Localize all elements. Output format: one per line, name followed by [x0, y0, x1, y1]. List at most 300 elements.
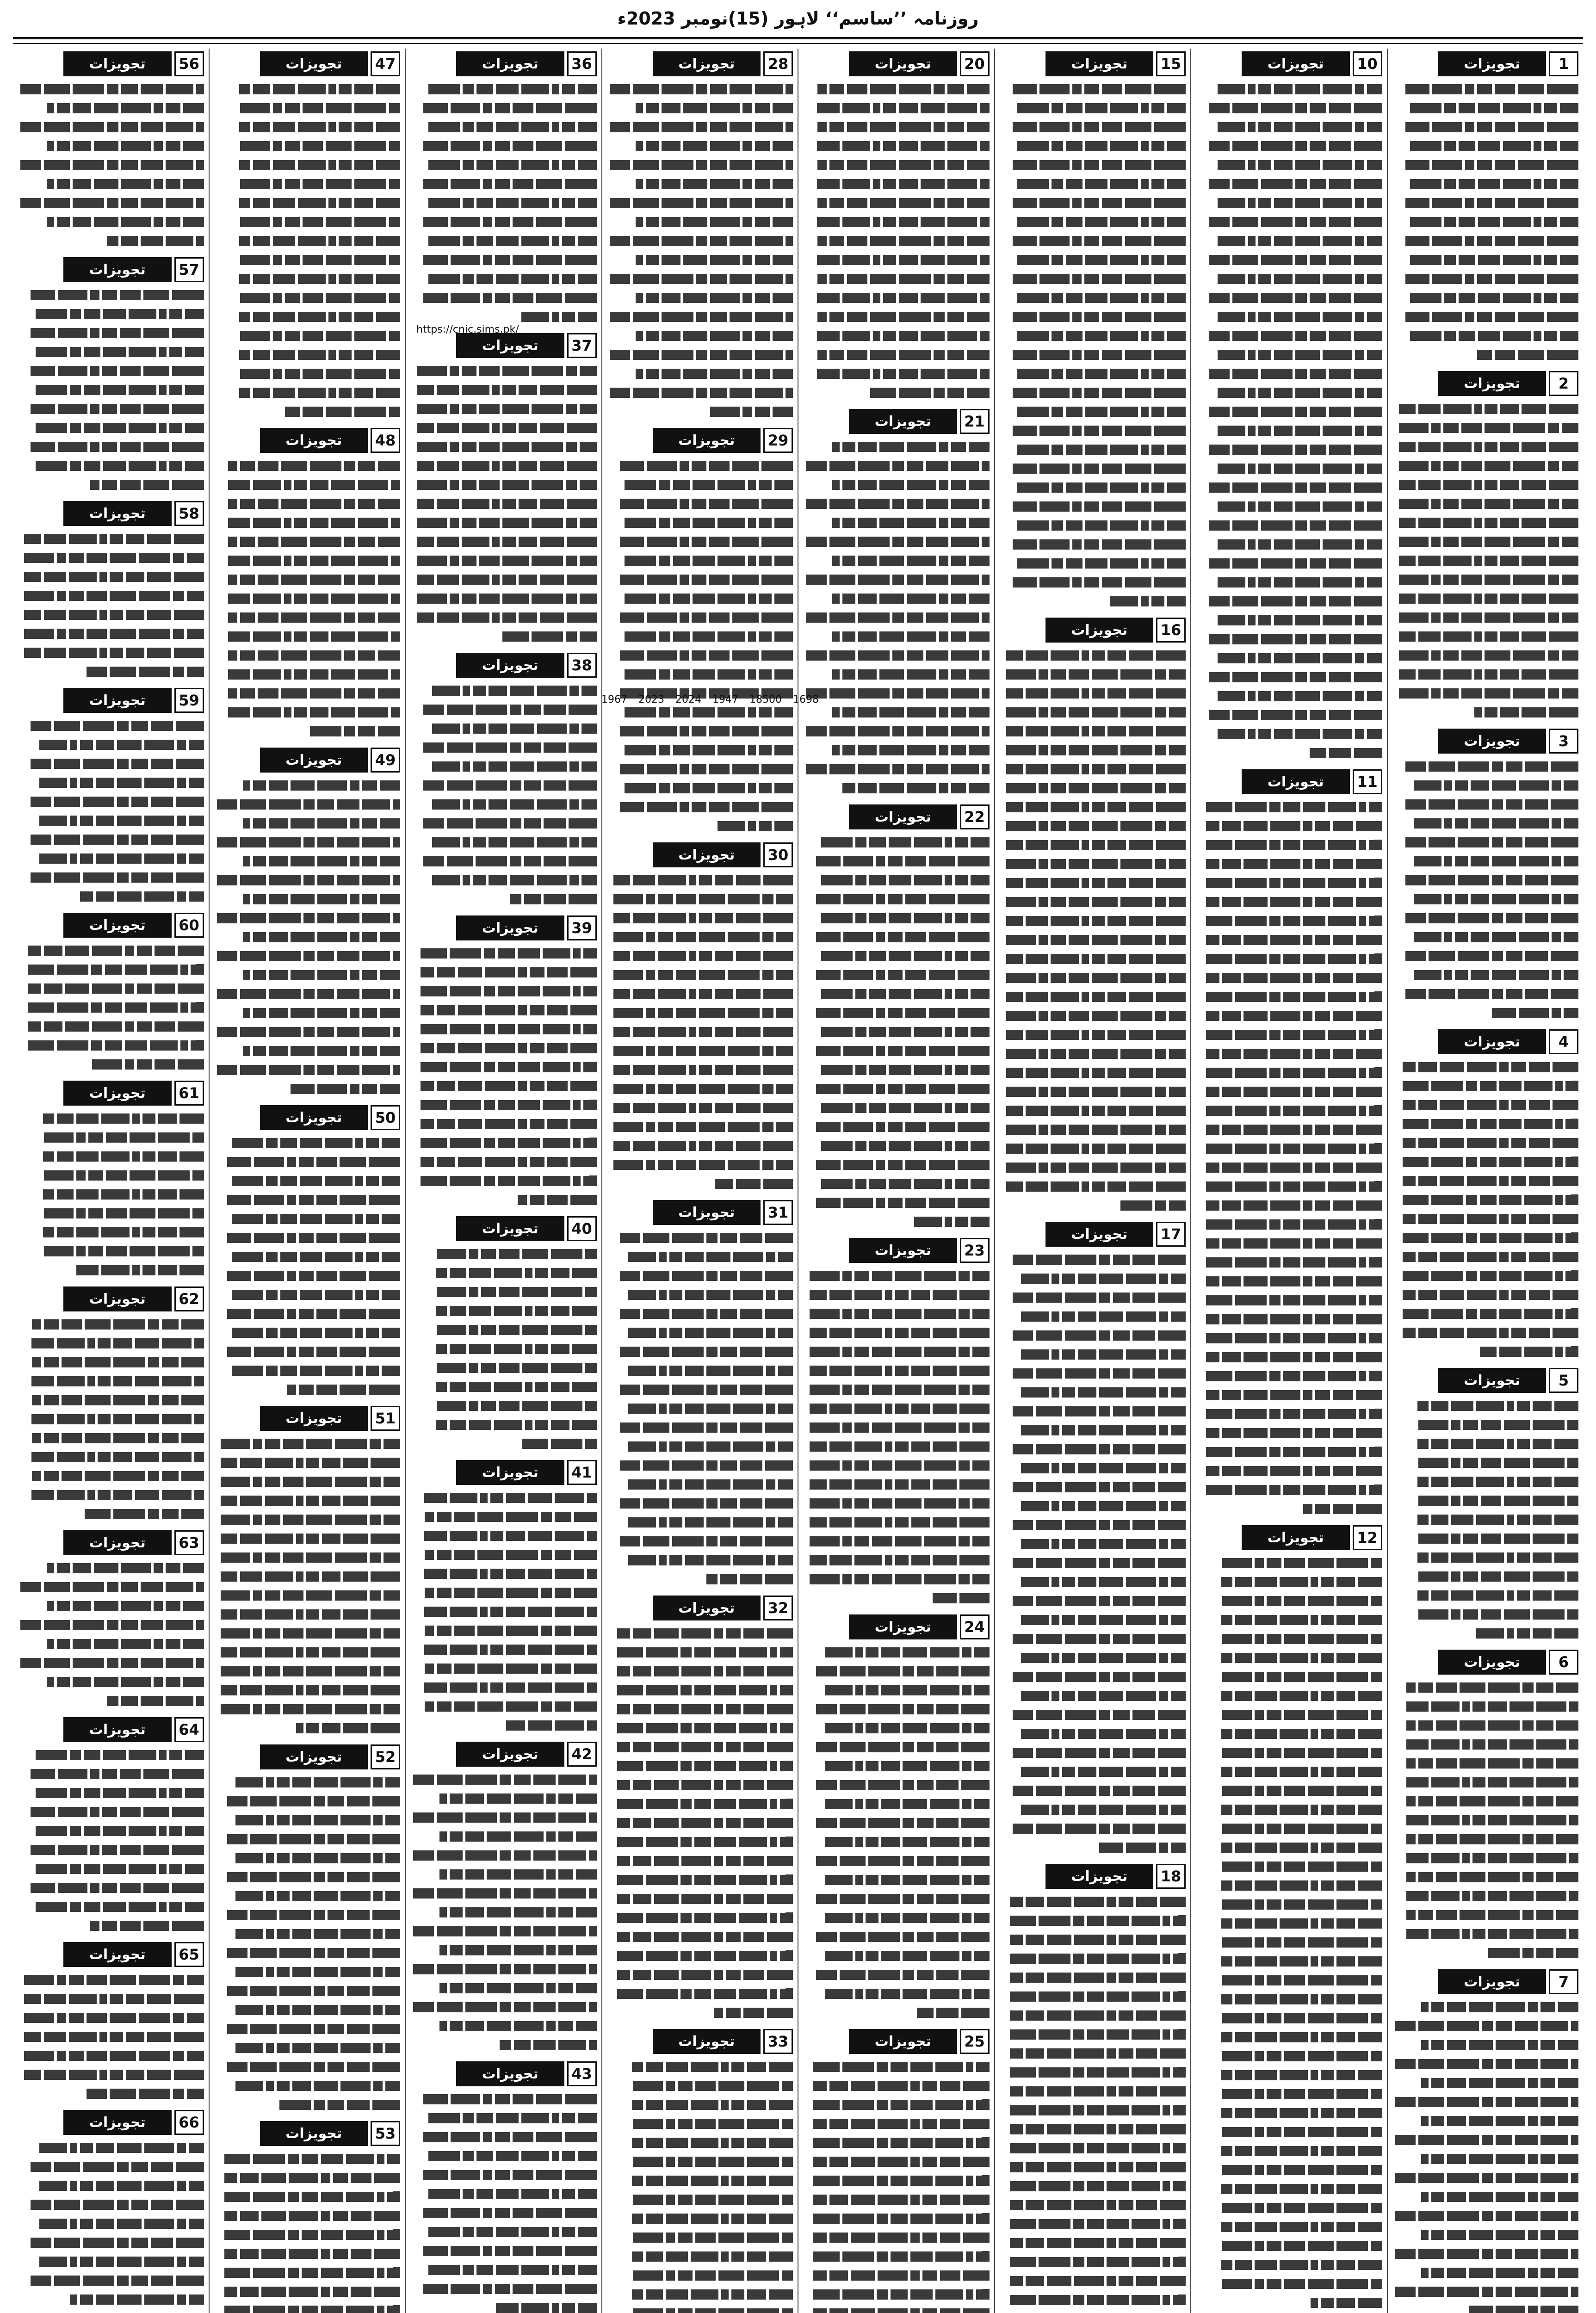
classified-item — [410, 1460, 597, 1735]
text-line — [410, 776, 597, 795]
text-line — [803, 2115, 990, 2134]
text-line — [214, 2207, 401, 2226]
text-line — [1392, 2112, 1579, 2131]
text-line — [1000, 2310, 1186, 2313]
text-line — [607, 402, 793, 421]
classified-item — [18, 1942, 204, 2103]
text-line — [410, 513, 597, 532]
text-line — [803, 365, 990, 383]
text-line — [1000, 1177, 1186, 1196]
item-number: 48 — [371, 428, 400, 453]
text-line — [1392, 871, 1579, 890]
item-label: تجویزات — [260, 2121, 368, 2146]
item-label: تجویزات — [1242, 769, 1349, 794]
text-line — [18, 1505, 204, 1524]
text-line — [214, 1380, 401, 1399]
text-line — [803, 1342, 990, 1361]
text-line — [18, 606, 204, 625]
text-line — [803, 2077, 990, 2096]
text-line — [1196, 1744, 1382, 1763]
text-line — [1000, 1649, 1186, 1668]
text-line — [1196, 383, 1382, 402]
text-line — [18, 868, 204, 887]
text-line — [1392, 1548, 1579, 1567]
text-line — [410, 2017, 597, 2036]
text-line — [1196, 687, 1382, 706]
item-number: 40 — [567, 1216, 597, 1241]
text-line — [803, 99, 990, 118]
item-header — [18, 501, 204, 526]
text-line — [1000, 2044, 1186, 2063]
text-line — [410, 681, 597, 700]
text-line — [214, 551, 401, 570]
text-line — [607, 1795, 793, 1814]
text-line — [1196, 874, 1382, 893]
text-line — [214, 985, 401, 1004]
text-line — [1196, 798, 1382, 817]
item-body-text — [410, 944, 597, 1210]
text-line — [214, 1529, 401, 1548]
text-line — [1196, 1045, 1382, 1064]
text-line — [803, 1023, 990, 1042]
text-line — [1196, 1838, 1382, 1857]
item-header — [410, 1460, 597, 1485]
text-line — [214, 232, 401, 251]
text-line — [410, 1565, 597, 1583]
text-line — [1196, 1196, 1382, 1215]
item-header — [607, 2029, 793, 2054]
text-line — [1196, 1120, 1382, 1139]
text-line — [1196, 1310, 1382, 1329]
classified-item — [410, 653, 597, 909]
item-label: تجویزات — [63, 1942, 171, 1967]
text-line — [18, 960, 204, 979]
text-line — [1000, 665, 1186, 684]
text-line — [1000, 2215, 1186, 2234]
text-line — [1196, 912, 1382, 931]
text-line — [214, 2188, 401, 2207]
text-line — [214, 1681, 401, 1700]
text-line — [1392, 495, 1579, 513]
classified-item — [18, 1286, 204, 1524]
classified-item — [18, 688, 204, 906]
text-line — [410, 1979, 597, 1998]
item-body-text — [1392, 400, 1579, 722]
text-line — [1392, 1830, 1579, 1849]
text-line — [803, 627, 990, 646]
masthead-date-line: روزنامہ ’’ساسم‘‘ لاہور (15)نومبر 2023ء — [617, 8, 979, 29]
text-line — [18, 1429, 204, 1448]
text-line — [214, 1605, 401, 1624]
text-line — [803, 1966, 990, 1985]
text-line — [1000, 1573, 1186, 1592]
text-line — [1000, 1345, 1186, 1364]
item-header — [803, 409, 990, 434]
text-line — [18, 476, 204, 495]
text-line — [1196, 2161, 1382, 2180]
classified-item — [607, 2029, 793, 2313]
text-line — [1196, 1367, 1382, 1386]
text-line — [803, 1099, 990, 1118]
text-line — [18, 792, 204, 811]
item-number: 63 — [174, 1530, 204, 1555]
text-line — [18, 1391, 204, 1410]
text-line — [1196, 649, 1382, 668]
text-line — [803, 1305, 990, 1323]
text-line — [607, 966, 793, 985]
item-body-text — [410, 362, 597, 646]
classified-item — [1000, 618, 1186, 1215]
text-line — [1000, 893, 1186, 912]
text-line — [803, 118, 990, 137]
item-label: تجویزات — [260, 51, 368, 76]
text-line — [803, 289, 990, 308]
item-number: 58 — [174, 501, 204, 526]
text-line — [410, 1397, 597, 1416]
text-line — [1196, 516, 1382, 535]
text-line — [1196, 535, 1382, 554]
item-label: تجویزات — [260, 748, 368, 773]
text-line — [607, 1494, 793, 1513]
item-label: تجویزات — [849, 1238, 957, 1263]
text-line — [18, 1017, 204, 1036]
text-line — [1196, 1481, 1382, 1500]
text-line — [410, 2185, 597, 2204]
text-line — [18, 1990, 204, 2009]
text-line — [18, 1822, 204, 1841]
text-line — [18, 1803, 204, 1822]
text-line — [1392, 99, 1579, 118]
text-line — [803, 1361, 990, 1380]
text-line — [1000, 327, 1186, 346]
item-label: تجویزات — [260, 1406, 368, 1431]
text-line — [18, 1765, 204, 1784]
text-line — [607, 1137, 793, 1156]
masthead — [13, 0, 1583, 39]
text-line — [803, 703, 990, 722]
text-line — [410, 608, 597, 627]
text-line — [1000, 817, 1186, 836]
item-body-text — [803, 80, 990, 402]
text-line — [803, 1719, 990, 1738]
item-body-text — [214, 1435, 401, 1738]
text-line — [607, 1852, 793, 1871]
item-header — [1000, 618, 1186, 643]
text-line — [410, 814, 597, 833]
text-line — [1196, 836, 1382, 855]
text-line — [410, 2280, 597, 2299]
text-line — [803, 213, 990, 232]
item-header — [607, 1596, 793, 1620]
text-line — [1392, 646, 1579, 665]
text-line — [607, 909, 793, 928]
text-line — [607, 2115, 793, 2134]
text-line — [1196, 2275, 1382, 2294]
text-line — [410, 1508, 597, 1527]
text-line — [1392, 2245, 1579, 2264]
text-line — [214, 2096, 401, 2115]
text-line — [18, 717, 204, 736]
classified-item — [214, 748, 401, 1099]
text-line — [18, 773, 204, 792]
text-line — [18, 1635, 204, 1654]
text-line — [607, 947, 793, 966]
item-body-text — [214, 1134, 401, 1399]
classified-item — [1196, 51, 1382, 763]
text-line — [18, 2066, 204, 2084]
item-number: 66 — [174, 2110, 204, 2135]
text-line — [1392, 438, 1579, 457]
text-line — [1000, 2006, 1186, 2025]
text-line — [214, 2245, 401, 2264]
item-label: تجویزات — [456, 653, 564, 678]
text-line — [18, 1410, 204, 1429]
item-body-text — [18, 286, 204, 495]
item-header — [214, 51, 401, 76]
text-line — [1196, 440, 1382, 459]
text-line — [410, 1960, 597, 1979]
text-line — [18, 2195, 204, 2214]
item-number: 59 — [174, 688, 204, 713]
text-line — [803, 1212, 990, 1231]
item-number: 4 — [1549, 1029, 1578, 1054]
text-line — [1392, 1735, 1579, 1754]
text-line — [803, 646, 990, 665]
item-label: تجویزات — [1438, 1368, 1546, 1393]
text-line — [214, 890, 401, 909]
classified-item — [410, 1742, 597, 2055]
text-line — [214, 684, 401, 703]
text-line — [410, 2128, 597, 2147]
text-line — [214, 1491, 401, 1510]
text-line — [607, 703, 793, 722]
text-line — [18, 2139, 204, 2158]
text-line — [803, 1947, 990, 1966]
text-line — [803, 2190, 990, 2209]
classified-item — [803, 804, 990, 1231]
classified-item — [18, 2110, 204, 2309]
text-line — [1196, 80, 1382, 99]
item-header — [410, 2061, 597, 2086]
text-line — [1000, 1288, 1186, 1307]
text-line — [1000, 950, 1186, 969]
text-line — [1392, 2131, 1579, 2150]
text-line — [803, 1061, 990, 1080]
item-number: 36 — [567, 51, 597, 76]
classified-item — [1000, 1222, 1186, 1857]
text-line — [1000, 383, 1186, 402]
text-line — [1392, 2169, 1579, 2188]
item-number: 51 — [371, 1406, 400, 1431]
text-line — [18, 1372, 204, 1391]
text-line — [1196, 270, 1382, 289]
text-line — [410, 362, 597, 381]
item-number: 62 — [174, 1286, 204, 1311]
text-line — [18, 1242, 204, 1261]
text-line — [410, 795, 597, 814]
text-line — [1392, 1342, 1579, 1361]
text-line — [1392, 346, 1579, 365]
item-header — [18, 51, 204, 76]
text-line — [410, 476, 597, 495]
text-line — [803, 1118, 990, 1137]
text-line — [214, 1510, 401, 1529]
text-line — [1392, 833, 1579, 852]
text-line — [1000, 346, 1186, 365]
text-line — [1000, 2272, 1186, 2291]
text-line — [1392, 1058, 1579, 1077]
item-number: 41 — [567, 1460, 597, 1485]
text-line — [214, 589, 401, 608]
text-line — [1196, 251, 1382, 270]
text-line — [410, 944, 597, 963]
text-line — [607, 1513, 793, 1532]
text-line — [410, 1489, 597, 1508]
text-line — [410, 1245, 597, 1264]
text-line — [1196, 1026, 1382, 1045]
text-line — [1196, 2180, 1382, 2199]
text-line — [803, 1890, 990, 1909]
text-line — [410, 99, 597, 118]
text-line — [1392, 1605, 1579, 1624]
text-line — [410, 738, 597, 757]
text-line — [214, 137, 401, 156]
text-line — [214, 1586, 401, 1605]
text-line — [1196, 1177, 1382, 1196]
item-number: 65 — [174, 1942, 204, 1967]
text-line — [18, 830, 204, 849]
text-line — [1000, 459, 1186, 478]
item-body-text — [607, 871, 793, 1194]
text-line — [1392, 1305, 1579, 1323]
text-line — [1000, 137, 1186, 156]
text-line — [607, 2247, 793, 2266]
text-line — [607, 817, 793, 836]
text-line — [1196, 137, 1382, 156]
text-line — [1000, 2063, 1186, 2082]
text-line — [1392, 1191, 1579, 1210]
text-line — [607, 1305, 793, 1323]
text-line — [1392, 2074, 1579, 2093]
text-line — [607, 1118, 793, 1137]
text-line — [1392, 1792, 1579, 1811]
item-number: 33 — [763, 2029, 793, 2054]
text-line — [18, 1448, 204, 1467]
text-line — [214, 1042, 401, 1061]
text-line — [1196, 1687, 1382, 1706]
item-header — [803, 804, 990, 829]
item-label: تجویزات — [1438, 1969, 1546, 1994]
text-line — [1392, 703, 1579, 722]
item-label: تجویزات — [456, 1216, 564, 1241]
text-line — [214, 2226, 401, 2245]
item-number: 15 — [1156, 51, 1186, 76]
text-line — [410, 2090, 597, 2109]
text-line — [410, 232, 597, 251]
text-line — [1392, 2301, 1579, 2313]
text-line — [1392, 2017, 1579, 2036]
text-line — [18, 2271, 204, 2290]
text-line — [803, 1286, 990, 1305]
text-line — [803, 1437, 990, 1456]
text-line — [1000, 175, 1186, 194]
text-line — [1000, 1744, 1186, 1763]
text-line — [18, 419, 204, 438]
item-number: 2 — [1549, 371, 1578, 396]
classified-item — [607, 1596, 793, 2022]
item-body-text — [607, 1624, 793, 2022]
text-line — [214, 365, 401, 383]
item-number: 56 — [174, 51, 204, 76]
text-line — [214, 402, 401, 421]
text-line — [607, 2190, 793, 2209]
text-line — [803, 495, 990, 513]
text-line — [1196, 855, 1382, 874]
text-line — [1392, 2207, 1579, 2226]
text-line — [410, 1416, 597, 1435]
text-line — [607, 627, 793, 646]
text-line — [803, 1909, 990, 1928]
text-line — [410, 1678, 597, 1697]
text-line — [18, 2047, 204, 2066]
text-line — [1000, 1196, 1186, 1215]
text-line — [18, 1898, 204, 1917]
item-label: تجویزات — [63, 51, 171, 76]
text-line — [1000, 1026, 1186, 1045]
item-body-text — [1392, 757, 1579, 1023]
text-line — [803, 1700, 990, 1719]
text-line — [1000, 402, 1186, 421]
text-line — [1000, 1007, 1186, 1026]
text-line — [1392, 308, 1579, 327]
text-line — [607, 1719, 793, 1738]
text-line — [1196, 1857, 1382, 1876]
text-line — [1196, 2047, 1382, 2066]
text-line — [1392, 1210, 1579, 1229]
text-line — [18, 1841, 204, 1860]
text-line — [803, 1570, 990, 1589]
text-line — [18, 2252, 204, 2271]
item-number: 61 — [174, 1081, 204, 1106]
text-line — [214, 346, 401, 365]
item-body-text — [607, 80, 793, 421]
text-line — [410, 495, 597, 513]
text-line — [1196, 421, 1382, 440]
text-line — [18, 1559, 204, 1578]
text-line — [607, 760, 793, 779]
item-number: 49 — [371, 748, 400, 773]
item-header — [1000, 51, 1186, 76]
text-line — [1196, 2085, 1382, 2104]
text-line — [1196, 232, 1382, 251]
item-body-text — [214, 2150, 401, 2313]
text-line — [1000, 836, 1186, 855]
text-line — [410, 2109, 597, 2128]
text-line — [1196, 668, 1382, 687]
text-line — [18, 232, 204, 251]
number-1967: 1967 — [601, 694, 627, 705]
text-line — [214, 1172, 401, 1191]
text-line — [1392, 1077, 1579, 1096]
text-line — [214, 1061, 401, 1080]
text-line — [1196, 1933, 1382, 1952]
text-line — [607, 779, 793, 798]
text-line — [410, 1077, 597, 1096]
text-line — [410, 1115, 597, 1134]
text-line — [1392, 1716, 1579, 1735]
text-line — [803, 909, 990, 928]
text-line — [1000, 931, 1186, 950]
